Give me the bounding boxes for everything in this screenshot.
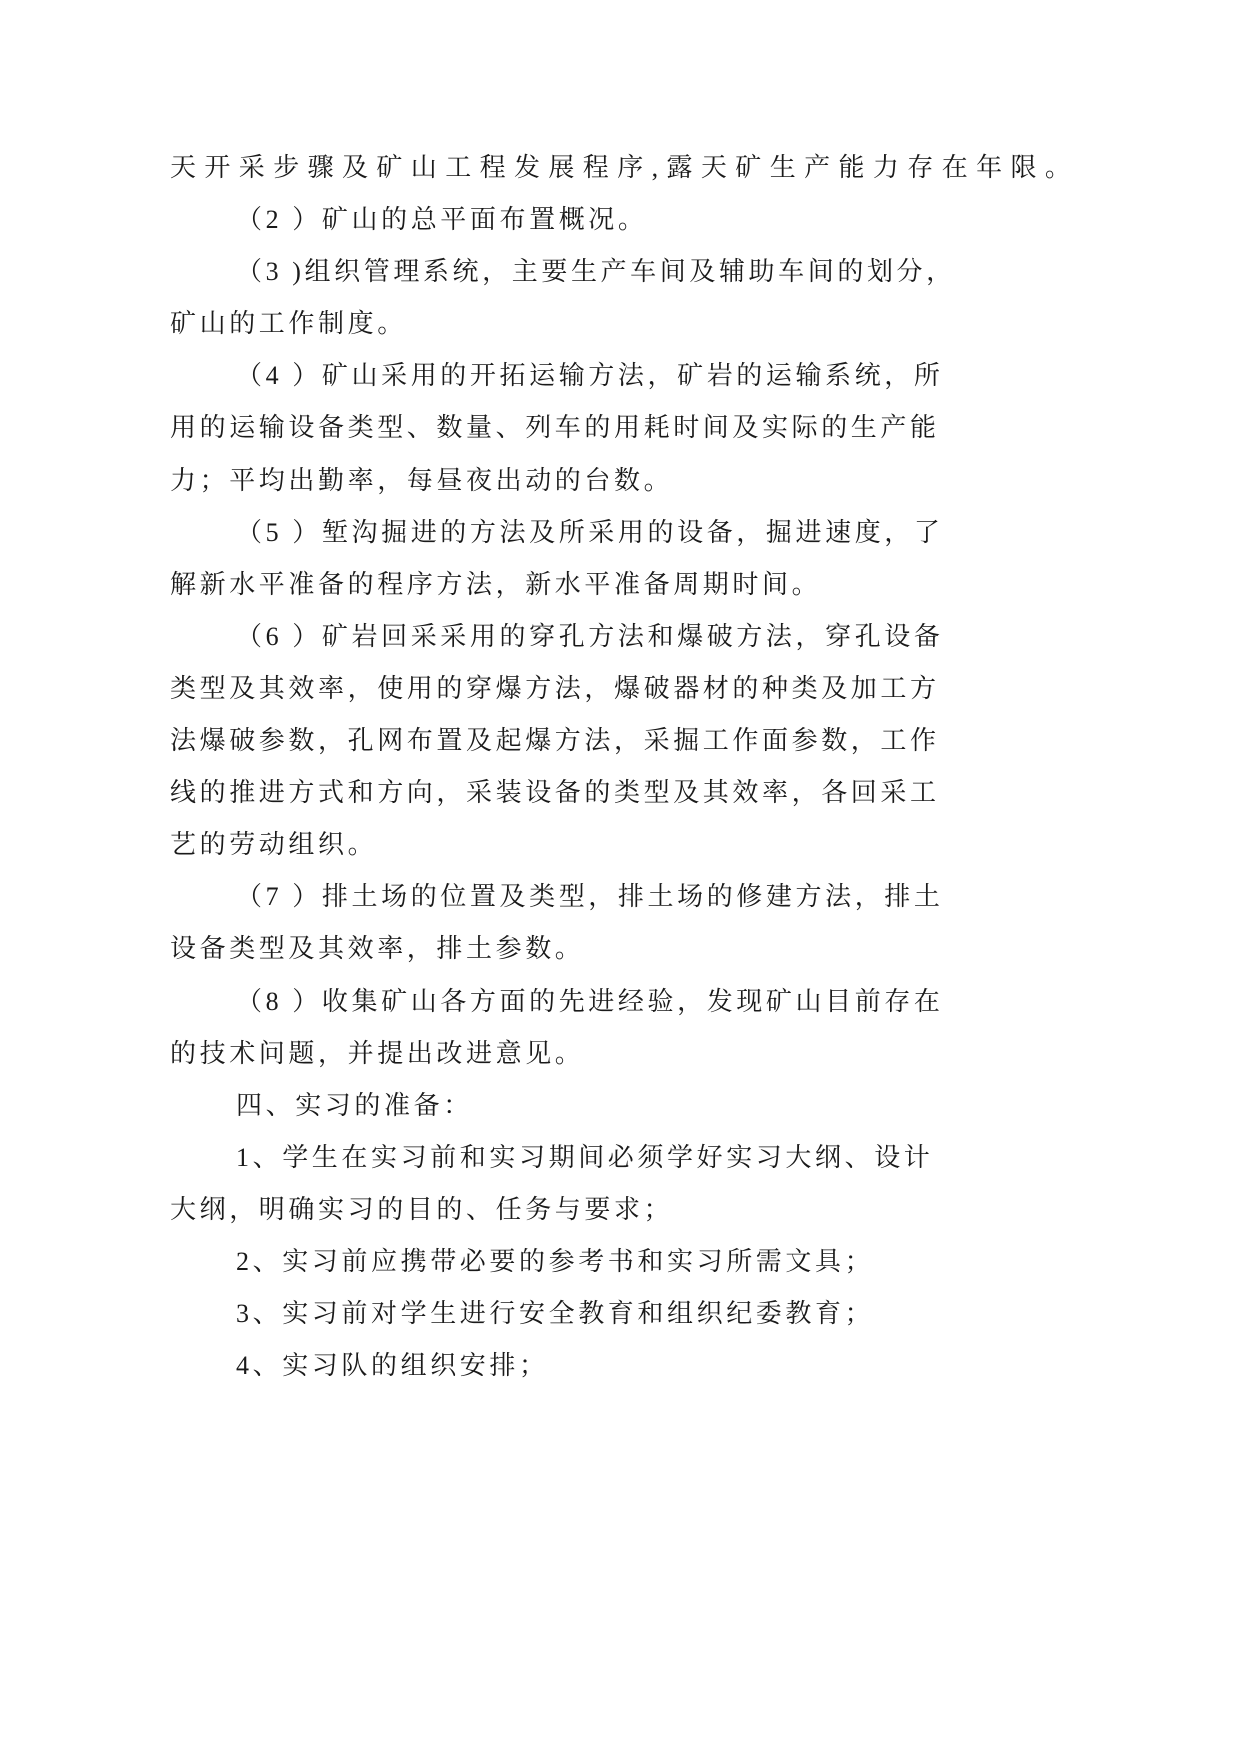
text-line: 设备类型及其效率，排土参数。 bbox=[170, 934, 585, 964]
text-line-item-7: （7 ）排土场的位置及类型，排土场的修建方法，排土 bbox=[236, 882, 944, 912]
text-line: 用的运输设备类型、数量、列车的用耗时间及实际的生产能 bbox=[170, 413, 940, 443]
text-line-item-2: （2 ）矿山的总平面布置概况。 bbox=[236, 205, 648, 235]
text-line: 的技术问题，并提出改进意见。 bbox=[170, 1038, 585, 1068]
text-line-item-5: （5 ）堑沟掘进的方法及所采用的设备，掘进速度，了 bbox=[236, 517, 944, 547]
text-line: 大纲，明确实习的目的、任务与要求； bbox=[170, 1194, 674, 1224]
text-line-item-8: （8 ）收集矿山各方面的先进经验，发现矿山目前存在 bbox=[236, 986, 944, 1016]
text-line: 线的推进方式和方向，采装设备的类型及其效率，各回采工 bbox=[170, 778, 940, 808]
text-line: 力；平均出勤率，每昼夜出动的台数。 bbox=[170, 465, 674, 495]
text-line-continuation: 天开采步骤及矿山工程发展程序,露天矿生产能力存在年限。 bbox=[170, 153, 1080, 182]
text-line: 艺的劳动组织。 bbox=[170, 830, 378, 860]
text-line-prep-3: 3、实习前对学生进行安全教育和组织纪委教育； bbox=[236, 1299, 875, 1329]
text-line: 法爆破参数，孔网布置及起爆方法，采掘工作面参数，工作 bbox=[170, 726, 940, 756]
text-line-item-6: （6 ）矿岩回采采用的穿孔方法和爆破方法，穿孔设备 bbox=[236, 621, 944, 651]
text-line-item-3: （3 )组织管理系统，主要生产车间及辅助车间的划分， bbox=[236, 257, 956, 287]
text-line-prep-1: 1、学生在实习前和实习期间必须学好实习大纲、设计 bbox=[236, 1142, 934, 1172]
text-line-prep-4: 4、实习队的组织安排； bbox=[236, 1351, 549, 1381]
text-line: 矿山的工作制度。 bbox=[170, 309, 407, 339]
text-line-item-4: （4 ）矿山采用的开拓运输方法，矿岩的运输系统，所 bbox=[236, 361, 944, 391]
text-line: 类型及其效率，使用的穿爆方法，爆破器材的种类及加工方 bbox=[170, 673, 940, 703]
text-line: 解新水平准备的程序方法，新水平准备周期时间。 bbox=[170, 569, 822, 599]
section-heading: 四、实习的准备： bbox=[236, 1090, 473, 1120]
text-line-prep-2: 2、实习前应携带必要的参考书和实习所需文具； bbox=[236, 1246, 875, 1276]
